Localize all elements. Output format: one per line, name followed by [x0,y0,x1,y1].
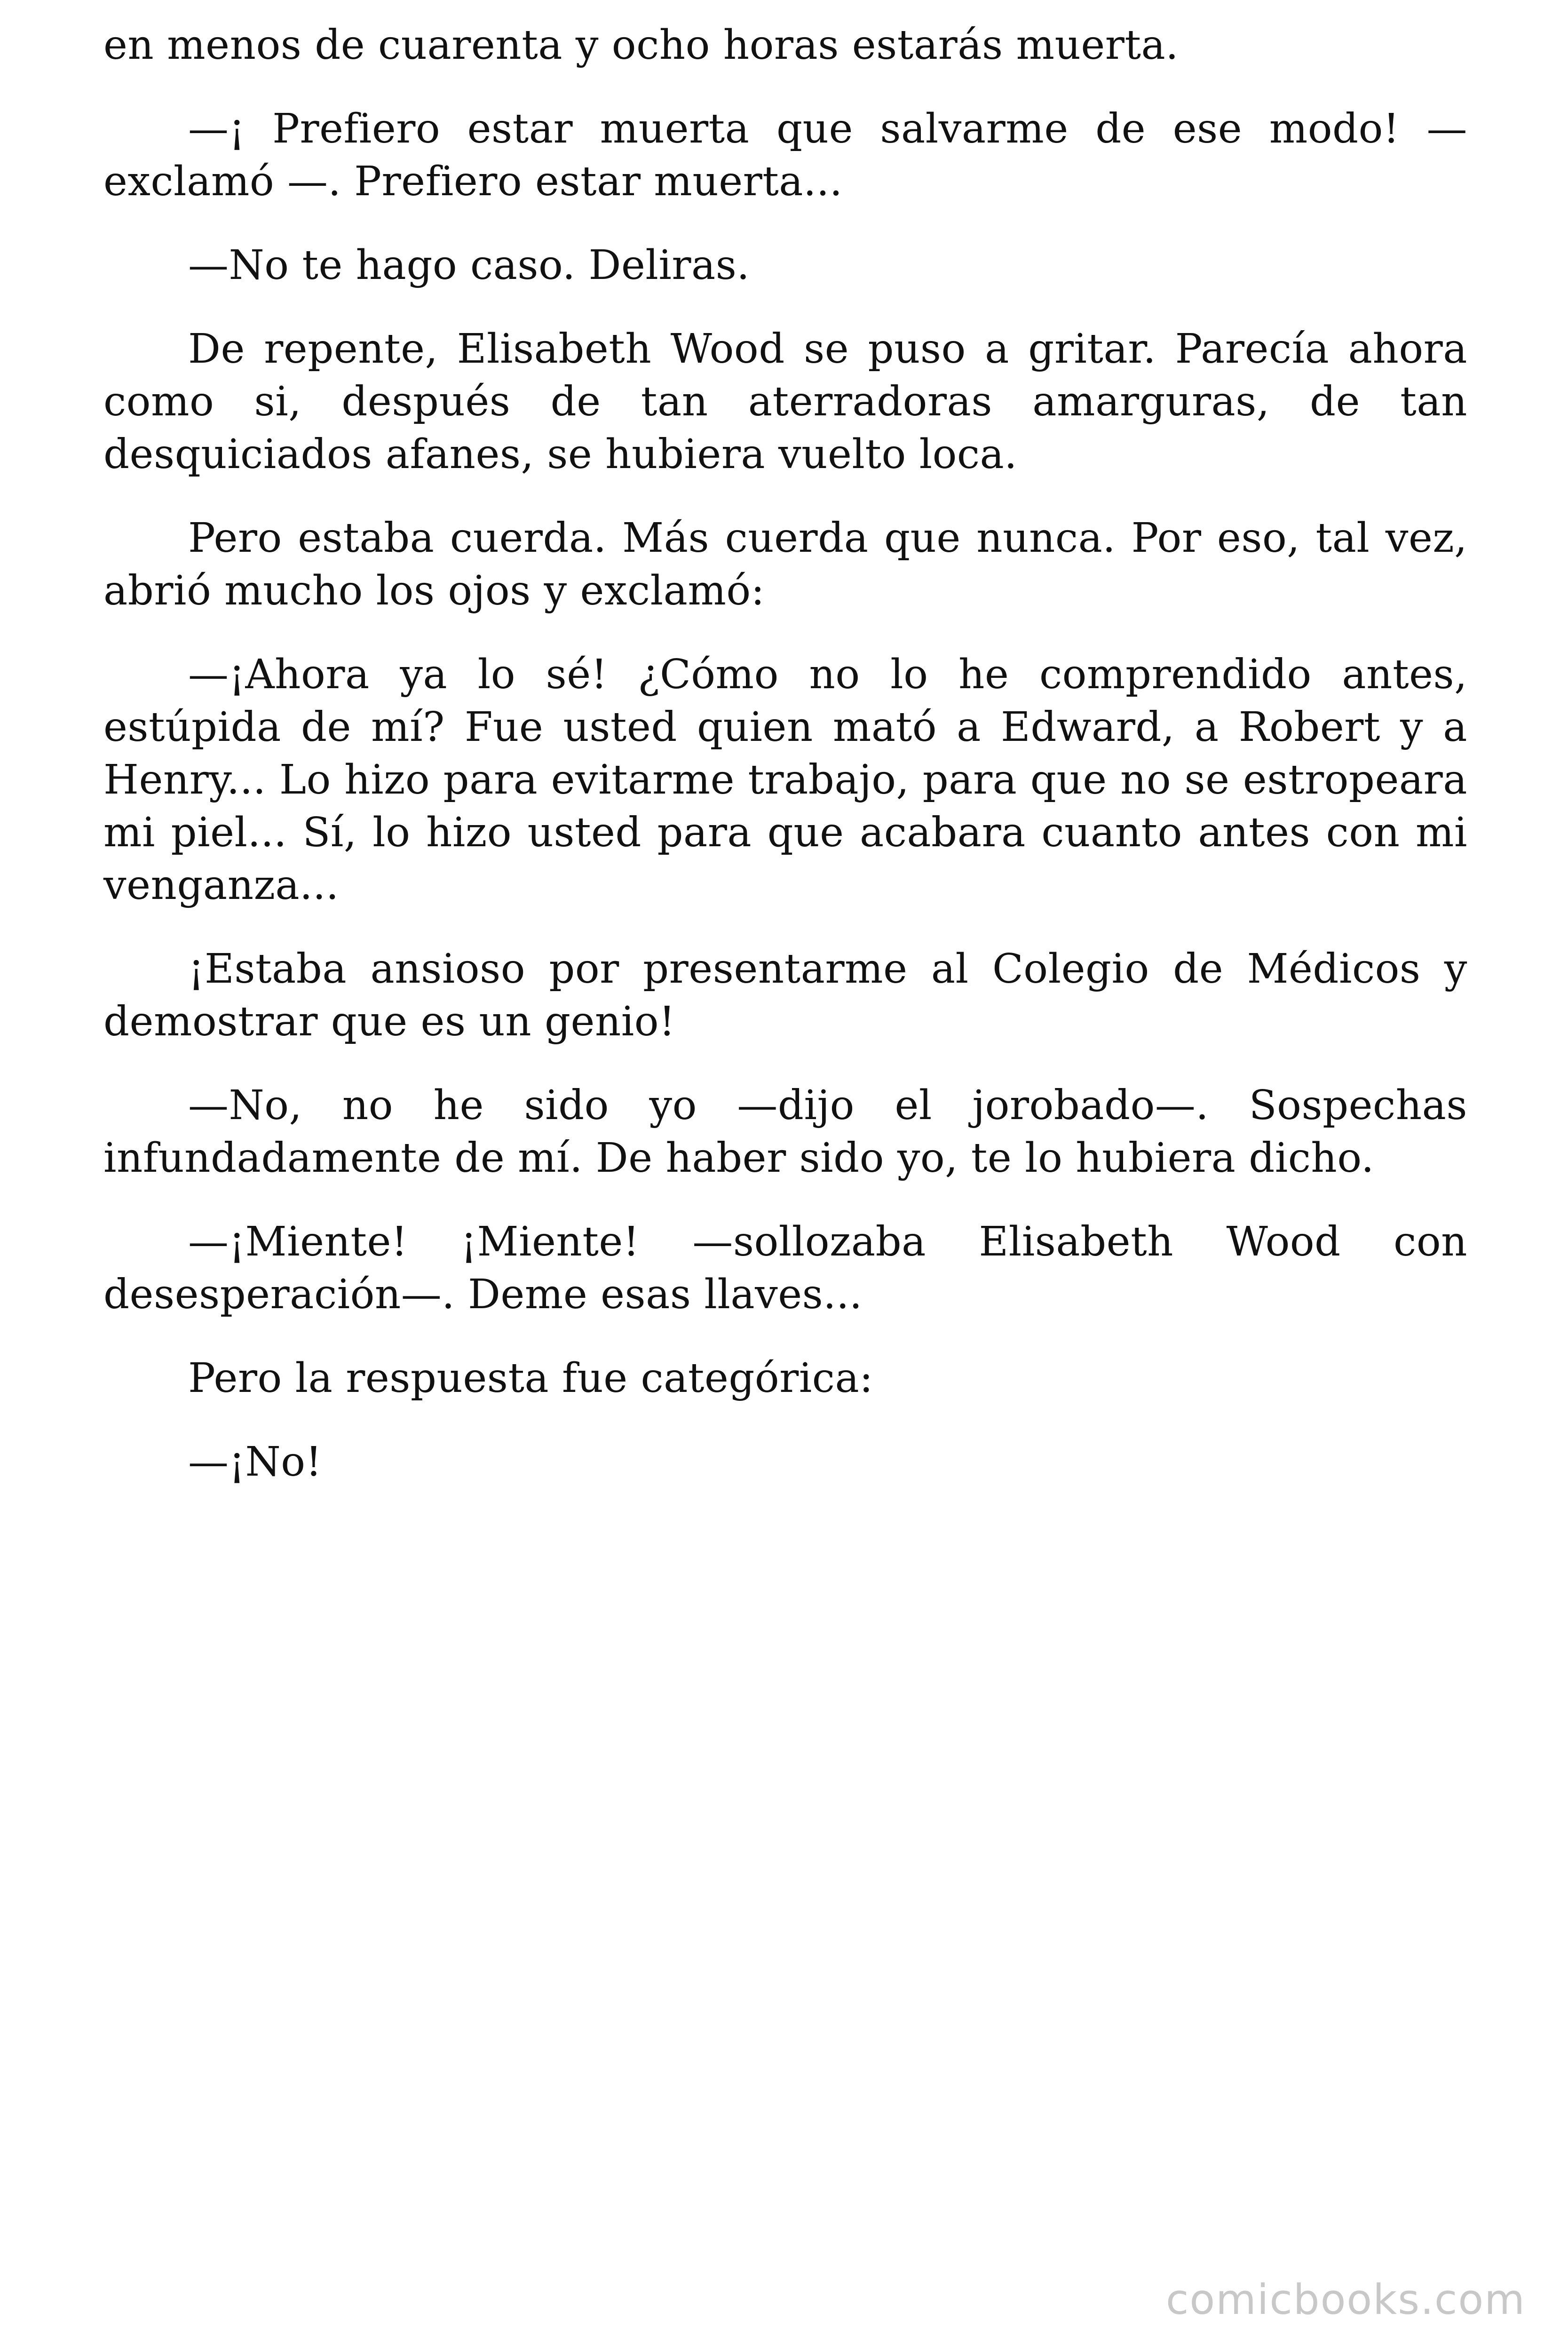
paragraph: —No, no he sido yo —dijo el jorobado—. Sospechas infundadamente de mí. De haber sido yo, te lo hubiera dicho. [103,1082,1467,1182]
paragraph: Pero la respuesta fue categórica: [188,1355,873,1402]
paragraph: De repente, Elisabeth Wood se puso a gritar. Parecía ahora como si, después de tan aterradoras amarguras, de tan desquiciados afanes, se hubiera vuelto loca. [103,326,1467,478]
paragraph: Pero estaba cuerda. Más cuerda que nunca. Por eso, tal vez, abrió mucho los ojos y exclamó: [103,515,1467,614]
paragraph: ¡Estaba ansioso por presentarme al Colegio de Médicos y demostrar que es un genio! [103,946,1467,1045]
book-page-text [103,19,1467,1519]
paragraph: —¡Ahora ya lo sé! ¿Cómo no lo he comprendido antes, estúpida de mí? Fue usted quien mató a Edward, a Robert y a Henry... Lo hizo para evitarme trabajo, para que no se estropeara mi piel... Sí, lo hizo usted para que acabara cuanto antes con mi venganza... [103,651,1467,909]
paragraph: —¡ Prefiero estar muerta que salvarme de ese modo! —exclamó —. Prefiero estar muerta... [103,105,1467,205]
paragraph: —¡Miente! ¡Miente! —sollozaba Elisabeth Wood con desesperación—. Deme esas llaves... [103,1218,1467,1318]
watermark: comicbooks.com [1165,2275,1526,2324]
paragraph: —¡No! [188,1438,322,1486]
paragraph: —No te hago caso. Deliras. [188,242,750,289]
paragraph: en menos de cuarenta y ocho horas estarás muerta. [103,22,1179,69]
